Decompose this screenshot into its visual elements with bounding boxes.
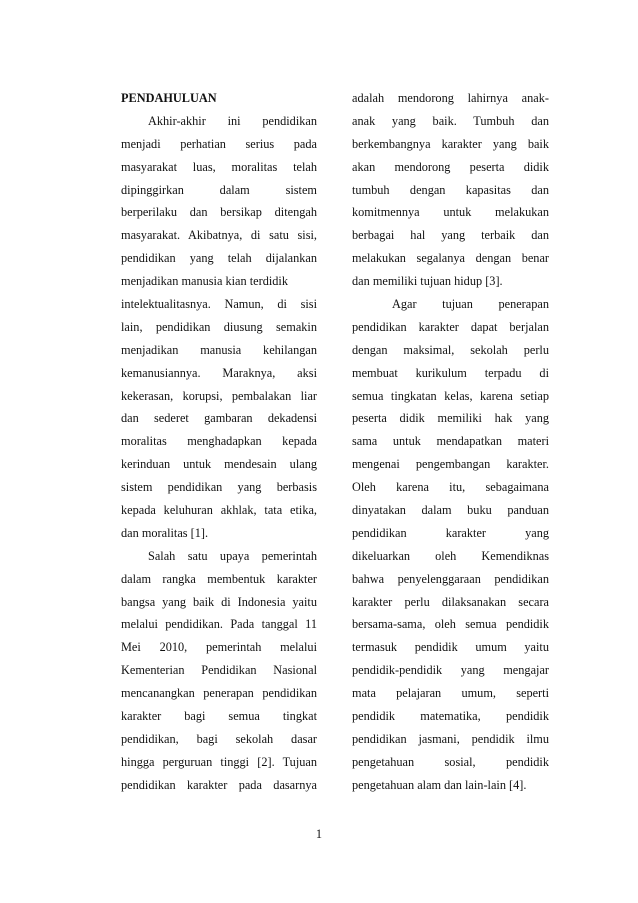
paragraph-line: anak yang baik. Tumbuh dan [352, 113, 549, 128]
paragraph-line: Mei 2010, pemerintah melalui [121, 640, 317, 655]
paragraph-line: komitmennya untuk melakukan [352, 205, 549, 220]
paragraph-line: berkembangnya karakter yang baik [352, 136, 549, 151]
paragraph-line: pengetahuan alam dan lain-lain [4]. [352, 777, 527, 792]
paragraph-line: sistem pendidikan yang berbasis [121, 480, 317, 495]
paragraph-line: pendidikan karakter yang [352, 525, 549, 540]
paragraph-line: menjadi perhatian serius pada [121, 136, 317, 151]
paragraph-line: pendidikan karakter dapat berjalan [352, 319, 549, 334]
paragraph-line: Agar tujuan penerapan [392, 297, 549, 312]
paragraph-line: kemanusiannya. Maraknya, aksi [121, 365, 317, 380]
paragraph-line: dan moralitas [1]. [121, 525, 209, 540]
left-column [121, 87, 317, 797]
paragraph-line: pengetahuan sosial, pendidik [352, 754, 549, 769]
paragraph-line: dengan maksimal, sekolah perlu [352, 342, 549, 357]
paragraph-line: bersama-sama, oleh semua pendidik [352, 617, 549, 632]
paragraph-line: dipinggirkan dalam sistem [121, 182, 317, 197]
paragraph-line: mata pelajaran umum, seperti [352, 686, 549, 701]
paragraph-line: lain, pendidikan diusung semakin [121, 319, 317, 334]
paragraph-line: kepada keluhuran akhlak, tata etika, [121, 503, 317, 518]
paragraph-line: hingga perguruan tinggi [2]. Tujuan [121, 754, 317, 769]
paragraph-line: intelektualitasnya. Namun, di sisi [121, 297, 317, 312]
paragraph-line: bangsa yang baik di Indonesia yaitu [121, 594, 317, 609]
paragraph-line: sama untuk mendapatkan materi [352, 434, 549, 449]
paragraph-line: dalam rangka membentuk karakter [121, 571, 317, 586]
paragraph-line: pendidikan, bagi sekolah dasar [121, 731, 317, 746]
paragraph-line: dan sederet gambaran dekadensi [121, 411, 317, 426]
paragraph-line: pendidik matematika, pendidik [352, 709, 549, 724]
paragraph-line: karakter perlu dilaksanakan secara [352, 594, 549, 609]
paragraph-line: masyarakat luas, moralitas telah [121, 159, 317, 174]
paragraph-line: Oleh karena itu, sebagaimana [352, 480, 549, 495]
paragraph-line: mencanangkan penerapan pendidikan [121, 686, 317, 701]
paragraph-line: bahwa penyelenggaraan pendidikan [352, 571, 549, 586]
paragraph-line: melakukan segalanya dengan benar [352, 251, 549, 266]
paragraph-line: dinyatakan dalam buku panduan [352, 503, 549, 518]
section-heading: PENDAHULUAN [121, 91, 217, 105]
page-number: 1 [315, 827, 323, 841]
paragraph-line: mengenai pengembangan karakter. [352, 457, 549, 472]
paragraph-line: berbagai hal yang terbaik dan [352, 228, 549, 243]
paragraph-line: Akhir-akhir ini pendidikan [148, 113, 317, 128]
paragraph-line: akan mendorong peserta didik [352, 159, 549, 174]
paragraph-line: kerinduan untuk mendesain ulang [121, 457, 317, 472]
paragraph-line: pendidikan karakter pada dasarnya [121, 777, 317, 792]
paragraph-line: pendidikan yang telah dijalankan [121, 251, 317, 266]
paragraph-line: semua tingkatan kelas, karena setiap [352, 388, 549, 403]
paragraph-line: kekerasan, korupsi, pembalakan liar [121, 388, 317, 403]
paragraph-line: peserta didik memiliki hak yang [352, 411, 549, 426]
paragraph-line: melalui pendidikan. Pada tanggal 11 [121, 617, 317, 632]
paragraph-line: tumbuh dengan kapasitas dan [352, 182, 549, 197]
paragraph-line: menjadikan manusia kian terdidik [121, 274, 288, 289]
paragraph-line: Salah satu upaya pemerintah [148, 548, 317, 563]
paragraph-line: pendidik-pendidik yang mengajar [352, 663, 549, 678]
paragraph-line: moralitas menghadapkan kepada [121, 434, 317, 449]
paragraph-line: berperilaku dan bersikap ditengah [121, 205, 317, 220]
paragraph-line: masyarakat. Akibatnya, di satu sisi, [121, 228, 317, 243]
paragraph-line: menjadikan manusia kehilangan [121, 342, 317, 357]
paragraph-line: Kementerian Pendidikan Nasional [121, 663, 317, 678]
right-column [352, 87, 549, 797]
paragraph-line: karakter bagi semua tingkat [121, 709, 317, 724]
paragraph-line: dikeluarkan oleh Kemendiknas [352, 548, 549, 563]
paragraph-line: termasuk pendidik umum yaitu [352, 640, 549, 655]
paragraph-line: pendidikan jasmani, pendidik ilmu [352, 731, 549, 746]
paragraph-line: adalah mendorong lahirnya anak- [352, 91, 549, 105]
paragraph-line: dan memiliki tujuan hidup [3]. [352, 274, 503, 289]
paragraph-line: membuat kurikulum terpadu di [352, 365, 549, 380]
